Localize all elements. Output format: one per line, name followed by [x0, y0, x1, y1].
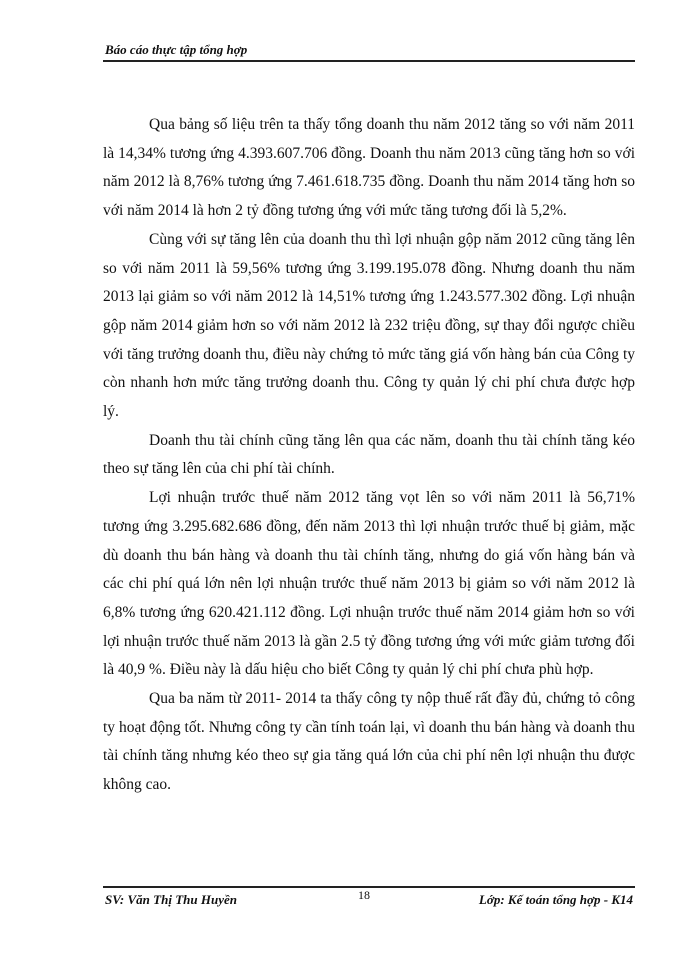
- paragraph-tax: Qua ba năm từ 2011- 2014 ta thấy công ty nộp thuế rất đầy đủ, chứng tỏ công ty hoạt động tốt. Nhưng công ty cần tính toán lại, vì doanh thu bán hàng và doanh thu tài chính tăng nhưng kéo theo sự gia tăng quá lớn của chi phí nên lợi nhuận thu được không cao.: [103, 690, 635, 794]
- footer-class: Lớp: Kế toán tổng hợp - K14: [478, 892, 633, 907]
- paragraph-pretax-profit: Lợi nhuận trước thuế năm 2012 tăng vọt lên so với năm 2011 là 56,71% tương ứng 3.295.682.686 đồng, đến năm 2013 thì lợi nhuận trước thuế bị giảm, mặc dù doanh thu bán hàng và doanh thu tài chính tăng, nhưng do giá vốn hàng bán và các chi phí quá lớn nên lợi nhuận trước thuế năm 2013 bị giảm so với năm 2012 là 6,8% tương ứng 620.421.112 đồng. Lợi nhuận trước thuế năm 2014 giảm hơn so với lợi nhuận trước thuế năm 2013 là gần 2.5 tỷ đồng tương ứng với mức giảm tương đối là 40,9 %. Điều này là dấu hiệu cho biết Công ty quản lý chi phí chưa phù hợp.: [103, 489, 635, 679]
- header-title: Báo cáo thực tập tổng hợp: [105, 42, 248, 57]
- page-footer: [103, 886, 635, 908]
- paragraph-financial-revenue: Doanh thu tài chính cũng tăng lên qua các năm, doanh thu tài chính tăng kéo theo sự tăng lên của chi phí tài chính.: [103, 431, 635, 478]
- document-body: [103, 111, 635, 800]
- paragraph-revenue: Qua bảng số liệu trên ta thấy tổng doanh thu năm 2012 tăng so với năm 2011 là 14,34% tương ứng 4.393.607.706 đồng. Doanh thu năm 2013 cũng tăng hơn so với năm 2012 là 8,76% tương ứng 7.461.618.735 đồng. Doanh thu năm 2014 tăng hơn so với năm 2014 là hơn 2 tỷ đồng tương ứng với mức tăng tương đối là 5,2%.: [103, 116, 635, 220]
- page-header: [103, 40, 635, 62]
- paragraph-gross-profit: Cùng với sự tăng lên của doanh thu thì lợi nhuận gộp năm 2012 cũng tăng lên so với năm 2011 là 59,56% tương ứng 3.199.195.078 đồng. Nhưng doanh thu năm 2013 lại giảm so với năm 2012 là 14,51% tương ứng 1.243.577.302 đồng. Lợi nhuận gộp năm 2014 giảm hơn so với năm 2012 là 232 triệu đồng, sự thay đổi ngược chiều với tăng trưởng doanh thu, điều này chứng tỏ mức tăng giá vốn hàng bán của Công ty còn nhanh hơn mức tăng trưởng doanh thu. Công ty quản lý chi phí chưa được hợp lý.: [103, 230, 635, 421]
- page-number: 18: [358, 888, 370, 902]
- footer-student: SV: Văn Thị Thu Huyền: [105, 892, 237, 907]
